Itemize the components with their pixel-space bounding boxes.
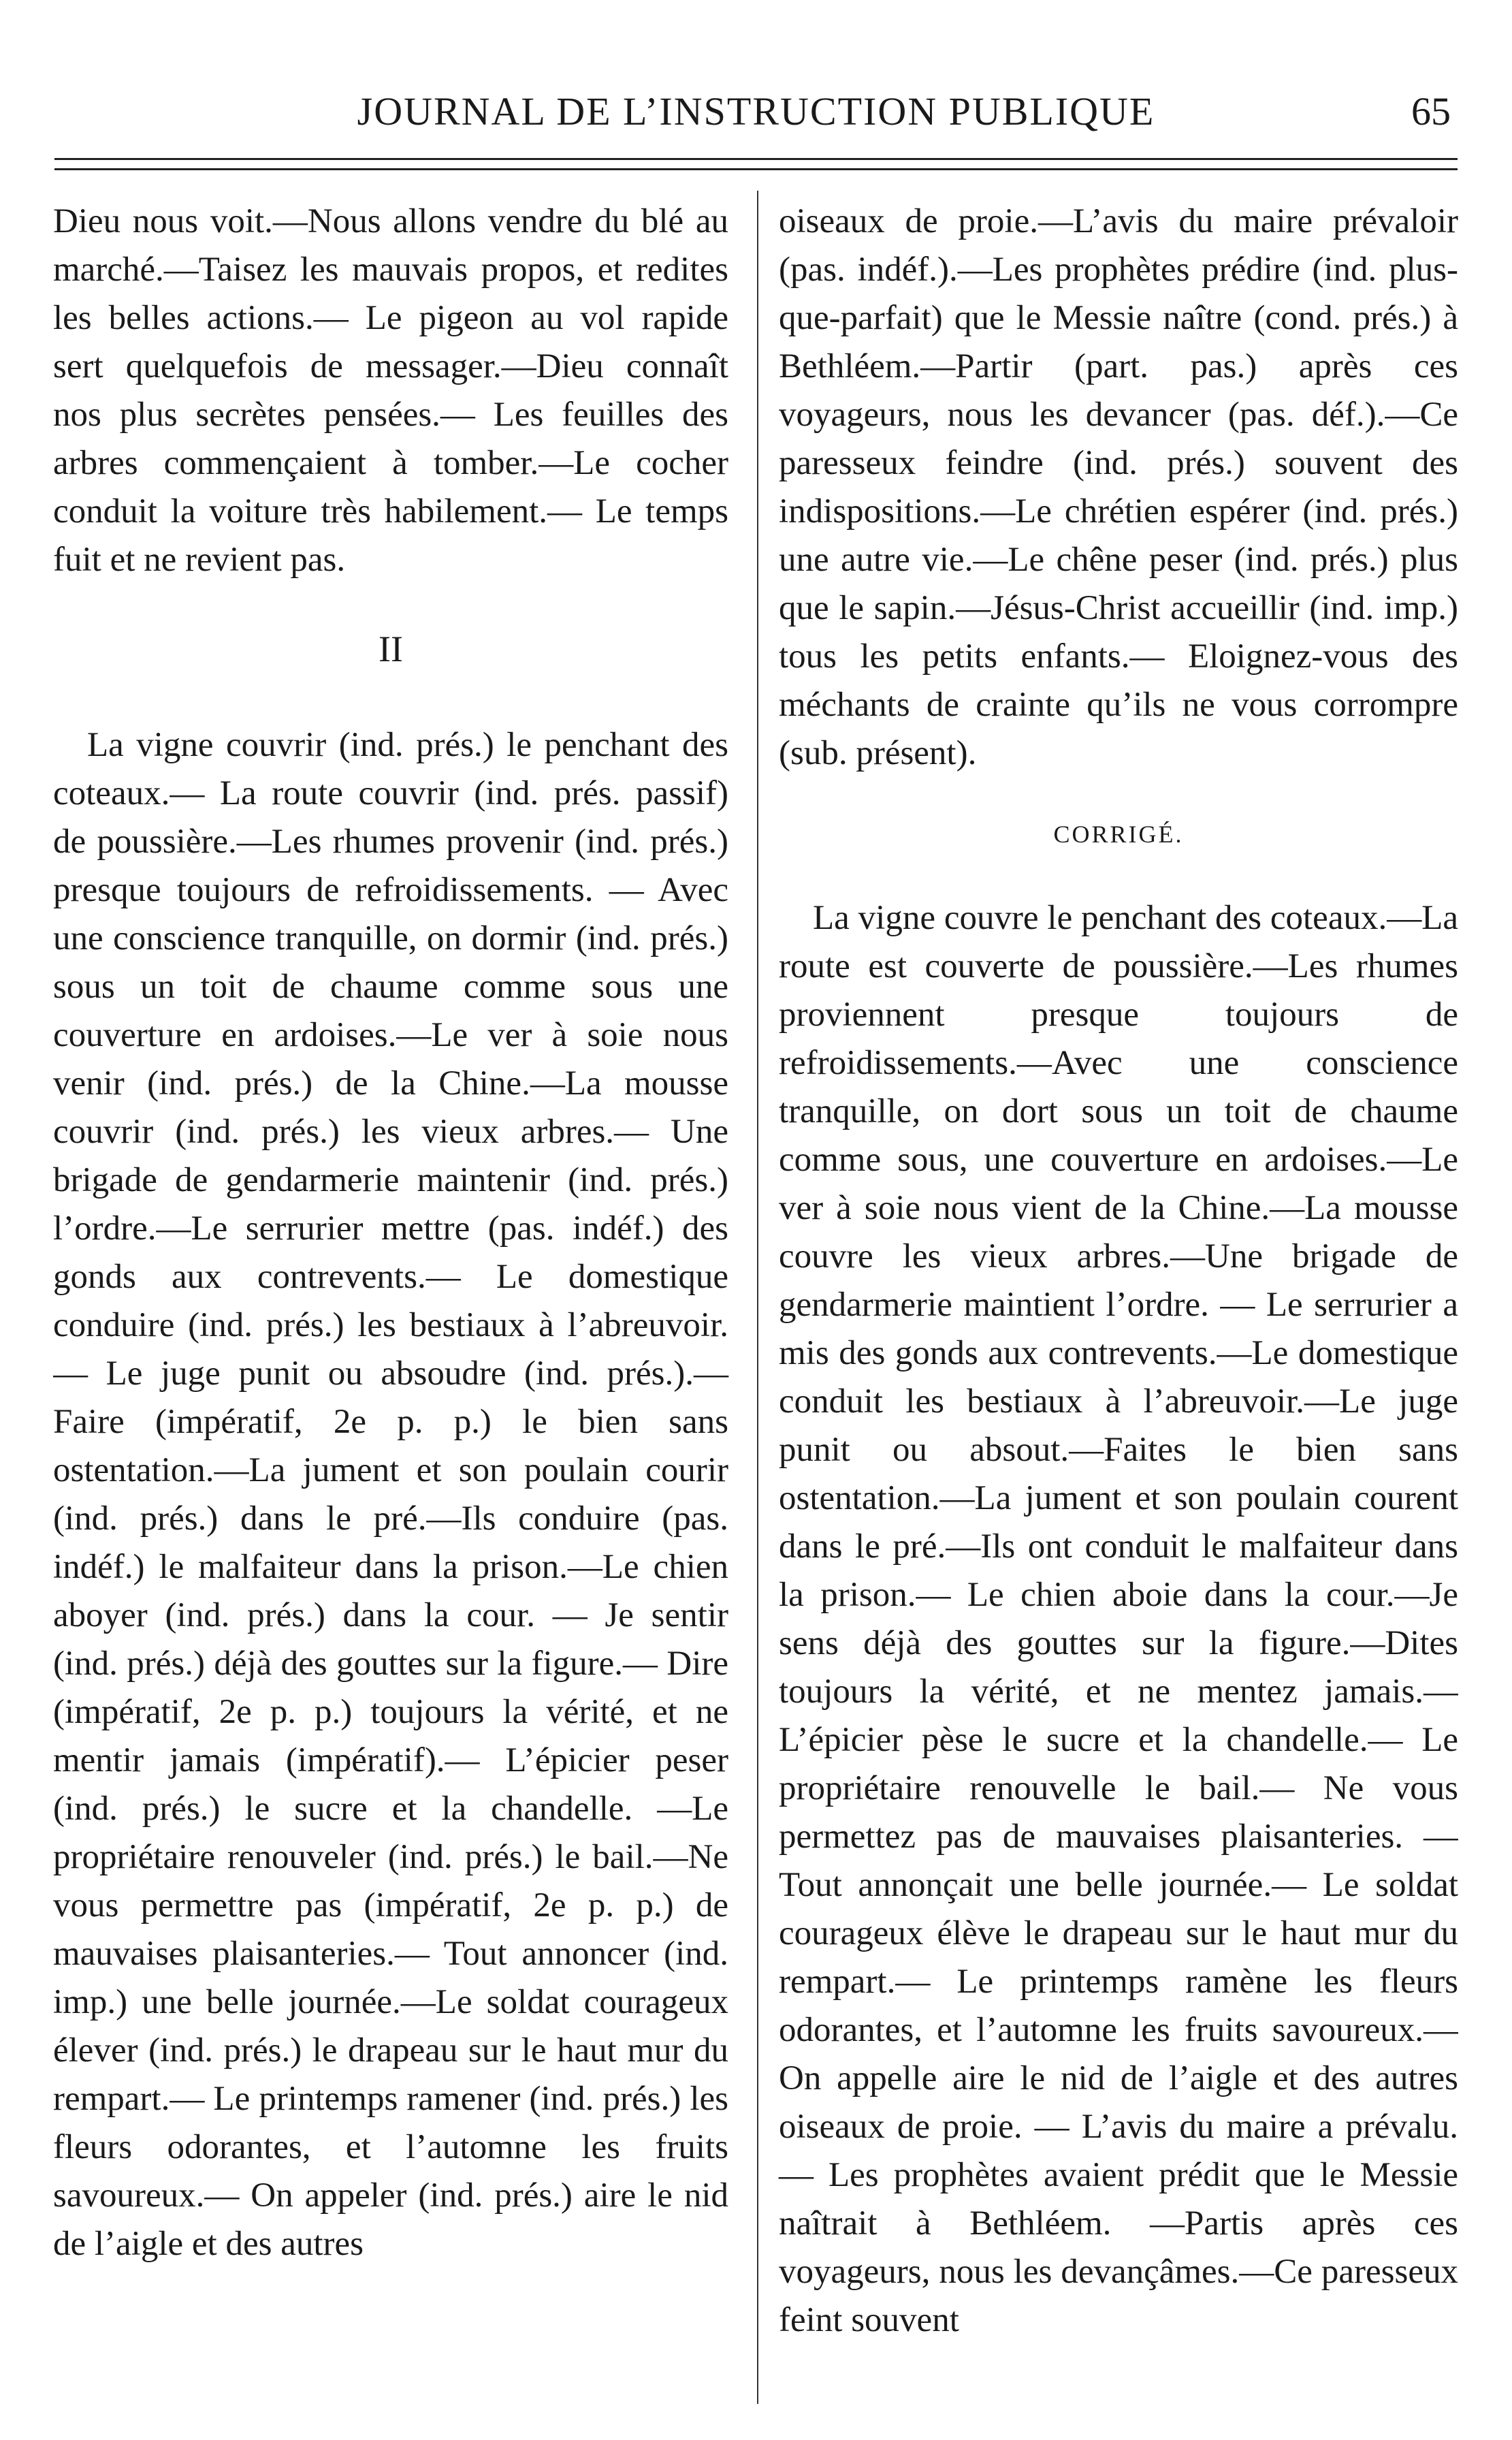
column-divider [757, 191, 758, 2404]
corrige-text: La vigne couvre le penchant des coteaux.—La route est couverte de poussière.—Les rhumes proviennent presque toujours de refroidissements.—Avec une conscience tranquille, on dort sous un toit de chaume comme sous, une couverture en ardoises.—Le ver à soie nous vient de la Chine.—La mousse couvre les vieux arbres.—Une brigade de gendarmerie maintient l’ordre. — Le serrurier a mis des gonds aux contrevents.—Le domestique conduit les bestiaux à l’abreuvoir.—Le juge punit ou absout.—Faites le bien sans ostentation.—La jument et son poulain courent dans le pré.—Ils ont conduit le malfaiteur dans la prison.— Le chien aboie dans la cour.—Je sens déjà des gouttes sur la figure.—Dites toujours la vérité, et ne mentez jamais.— L’épicier pèse le sucre et la chandelle.— Le propriétaire renouvelle le bail.— Ne vous permettez pas de mauvaises plaisanteries. — Tout annonçait une belle journée.— Le soldat courageux élève le drapeau sur le haut mur du rempart.— Le printemps ramène les fleurs odorantes, et l’automne les fruits savoureux.— On appelle aire le nid de l’aigle et des autres oiseaux de proie. — L’avis du maire a prévalu.— Les prophètes avaient prédit que le Messie naîtrait à Bethléem. —Partis après ces voyageurs, nous les devançâmes.—Ce paresseux feint souvent [779, 899, 1458, 2339]
header-double-rule [54, 158, 1458, 170]
exercise-text-2: La vigne couvrir (ind. prés.) le penchant des coteaux.— La route couvrir (ind. prés. passif) de poussière.—Les rhumes provenir (ind. prés.) presque toujours de refroidissements. — Avec une conscience tranquille, on dormir (ind. prés.) sous un toit de chaume comme sous une couverture en ardoises.—Le ver à soie nous venir (ind. prés.) de la Chine.—La mousse couvrir (ind. prés.) les vieux arbres.— Une brigade de gendarmerie maintenir (ind. prés.) l’ordre.—Le serrurier mettre (pas. indéf.) des gonds aux contrevents.— Le domestique conduire (ind. prés.) les bestiaux à l’abreuvoir.— Le juge punit ou absoudre (ind. prés.).— Faire (impératif, 2e p. p.) le bien sans ostentation.—La jument et son poulain courir (ind. prés.) dans le pré.—Ils conduire (pas. indéf.) le malfaiteur dans la prison.—Le chien aboyer (ind. prés.) dans la cour. — Je sentir (ind. prés.) déjà des gouttes sur la figure.— Dire (impératif, 2e p. p.) toujours la vérité, et ne mentir jamais (impératif).— L’épicier peser (ind. prés.) le sucre et la chandelle. —Le propriétaire renouveler (ind. prés.) le bail.—Ne vous permettre pas (impératif, 2e p. p.) de mauvaises plaisanteries.— Tout annoncer (ind. imp.) une belle journée.—Le soldat courageux élever (ind. prés.) le drapeau sur le haut mur du rempart.— Le printemps ramener (ind. prés.) les fleurs odorantes, et l’automne les fruits savoureux.— On appeler (ind. prés.) aire le nid de l’aigle et des autres [53, 726, 728, 2263]
running-header [54, 82, 1458, 143]
page-number: 65 [1411, 89, 1451, 133]
right-column [771, 197, 1458, 2404]
journal-title: JOURNAL DE L’INSTRUCTION PUBLIQUE [357, 89, 1155, 133]
exercise-text-1: Dieu nous voit.—Nous allons vendre du blé au marché.—Taisez les mauvais propos, et redites les belles actions.— Le pigeon au vol rapide sert quelquefois de messager.—Dieu connaît nos plus secrètes pensées.— Les feuilles des arbres commençaient à tomber.—Le cocher conduit la voiture très habilement.— Le temps fuit et ne revient pas. [53, 202, 728, 579]
section-numeral: II [379, 629, 403, 669]
left-column [53, 197, 741, 2404]
exercise-continuation: oiseaux de proie.—L’avis du maire prévaloir (pas. indéf.).—Les prophètes prédire (ind. plus-que-parfait) que le Messie naître (cond. prés.) à Bethléem.—Partir (part. pas.) après ces voyageurs, nous les devancer (pas. déf.).—Ce paresseux feindre (ind. prés.) souvent des indispositions.—Le chrétien espérer (ind. prés.) une autre vie.—Le chêne peser (ind. prés.) plus que le sapin.—Jésus-Christ accueillir (ind. imp.) tous les petits enfants.— Eloignez-vous des méchants de crainte qu’ils ne vous corrompre (sub. présent). [779, 202, 1458, 772]
corrige-heading: CORRIGÉ. [1053, 821, 1184, 848]
